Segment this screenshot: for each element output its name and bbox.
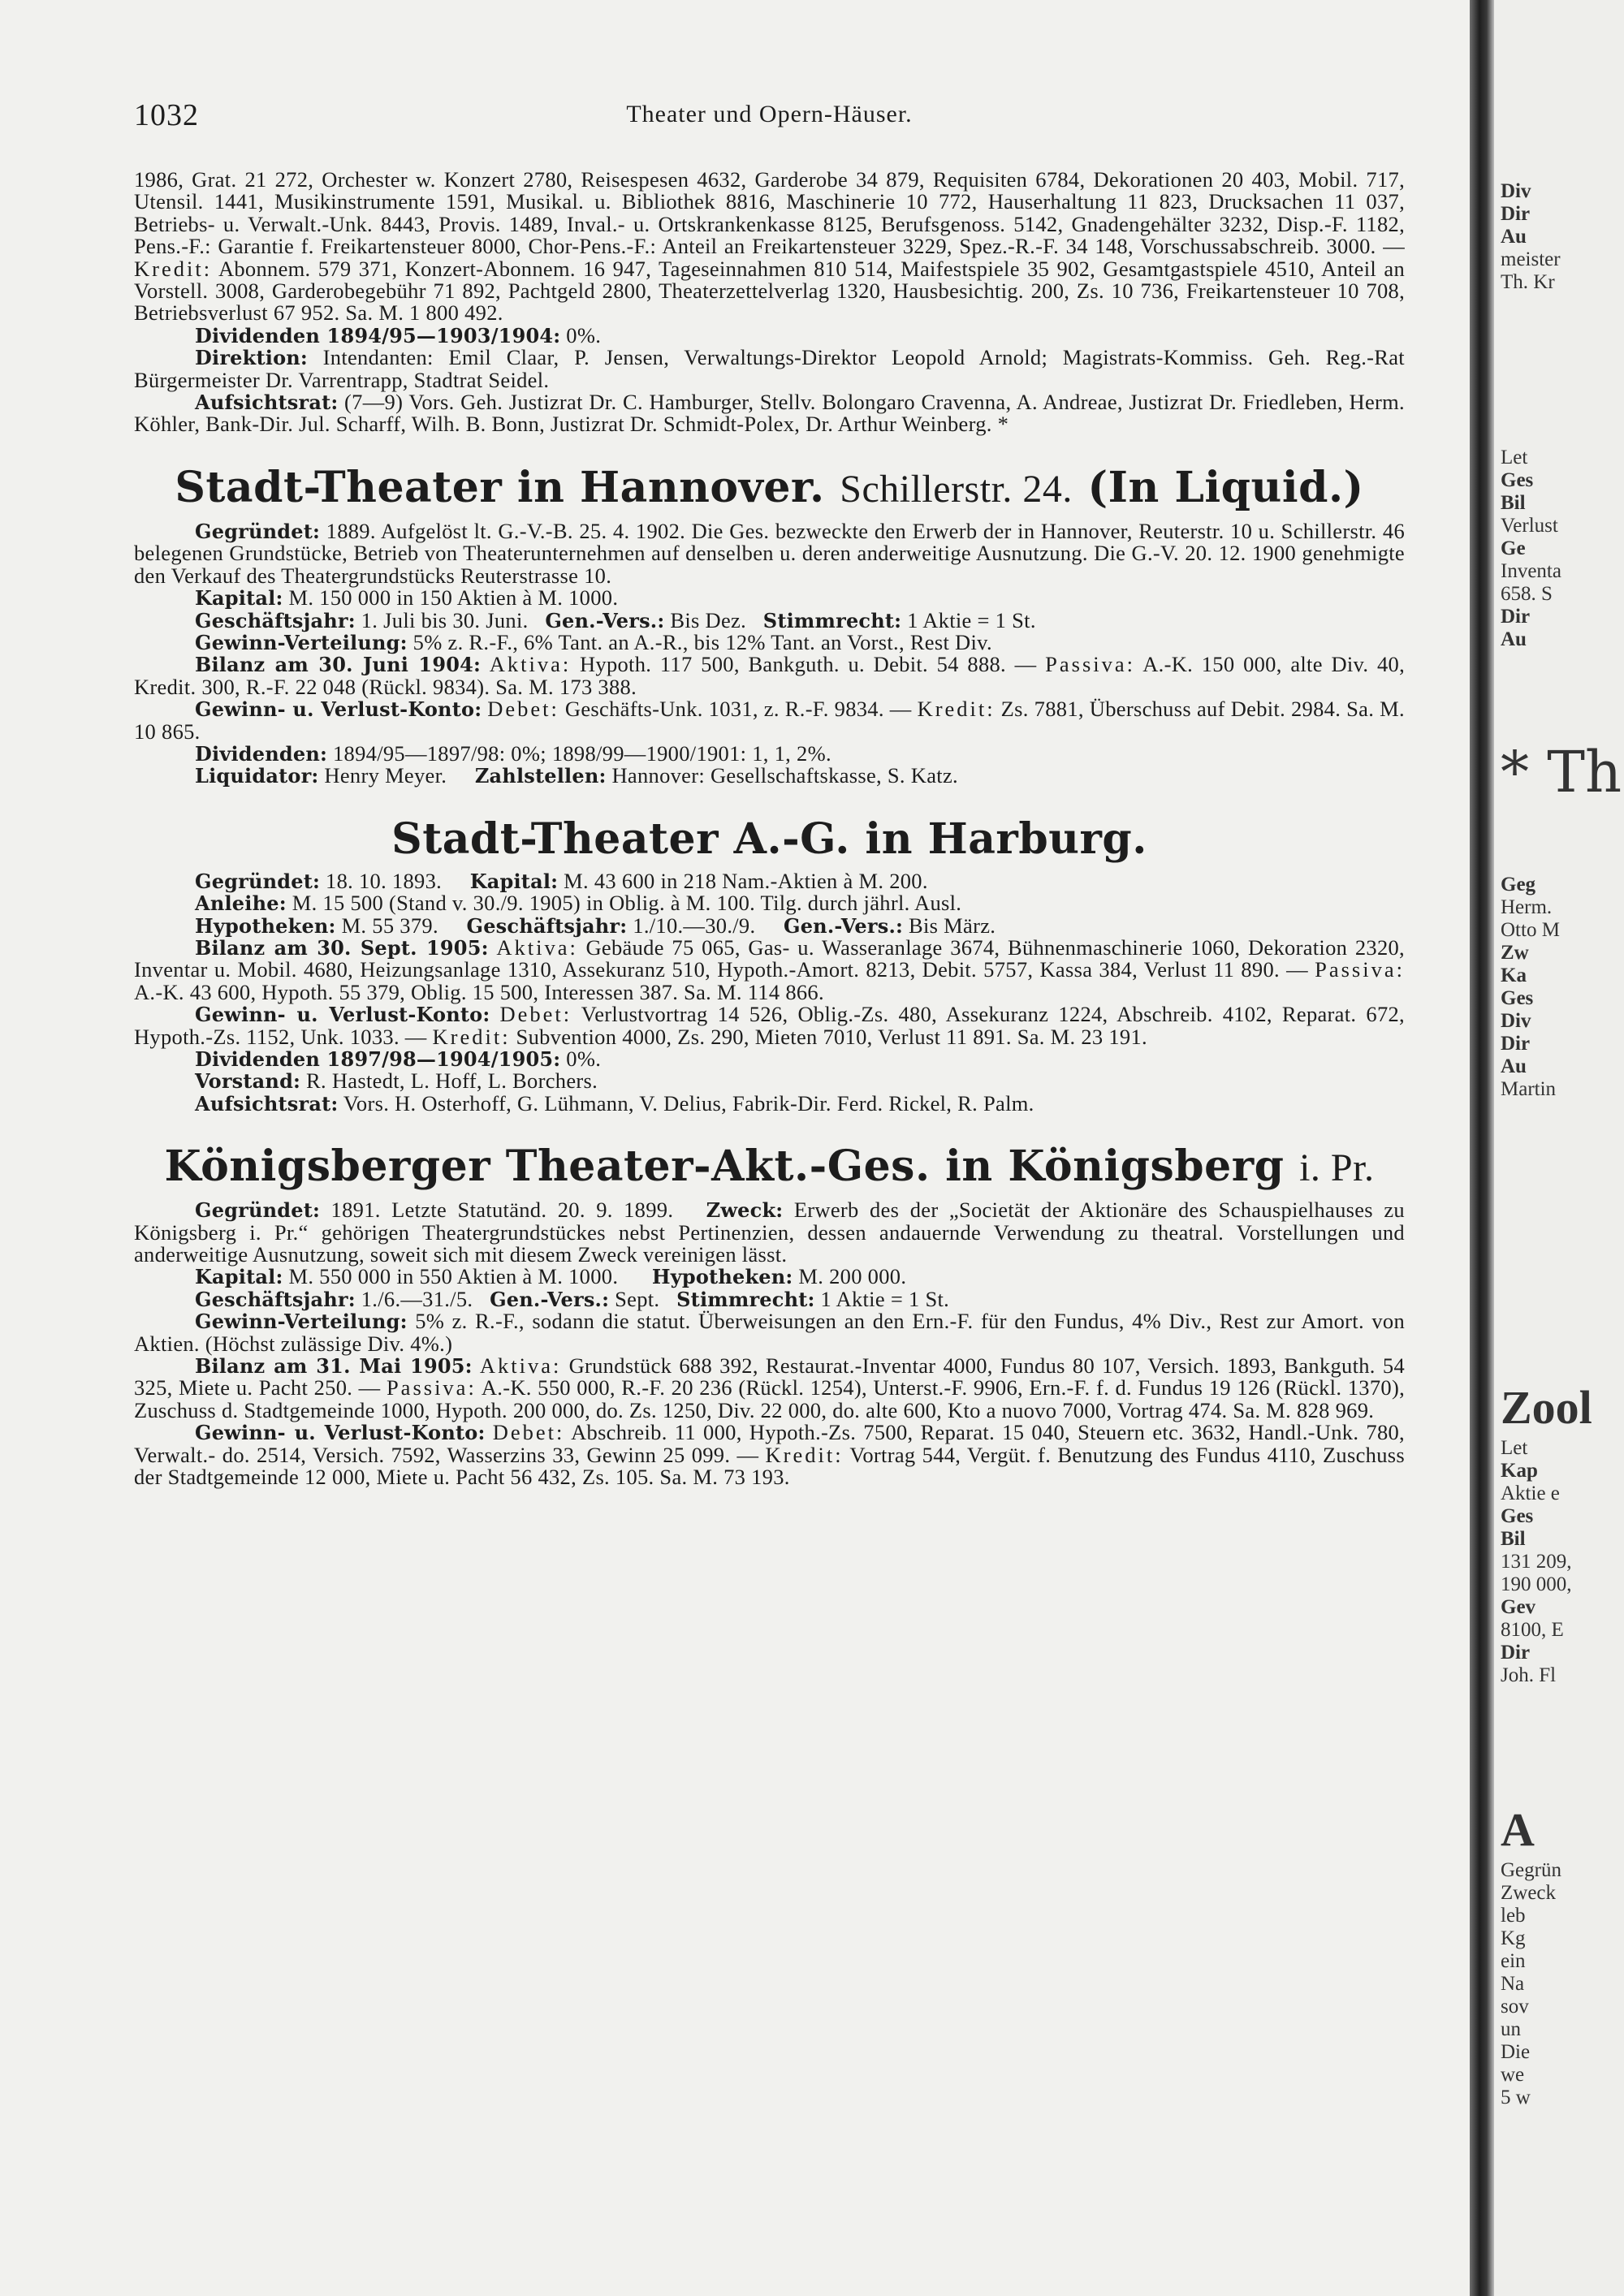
adjacent-page-fragment: Ge: [1501, 537, 1526, 559]
running-title: Theater und Opern-Häuser.: [626, 101, 913, 127]
adjacent-page-edge: [1494, 0, 1624, 2296]
adjacent-page-fragment: ein: [1501, 1950, 1526, 1972]
founded: Gegründet: 18. 10. 1893. Kapital: M. 43 600 in 218 Nam.-Aktien à M. 200.: [195, 868, 928, 893]
balance-sheet: Bilanz am 31. Mai 1905: Aktiva: Grundstück 688 392, Restaurat.-Inventar 4000, Fundus 80 107, Versich. 1893, Bankguth. 54 325, Miete u. Pacht 250. — Passiva: A.-K. 550 000, R.-F. 20 236 (Rückl. 1254), Unterst.-F. 9906, Ern.-F. f. d. Fundus 19 126 (Rückl. 1370), Zuschuss d. Stadtgemeinde 1000, Hypoth. 200 000, do. Zs. 1250, Div. 22 000, do. alte 600, Kto a nuovo 7000, Vortrag 474. Sa. M. 828 969.: [134, 1353, 1405, 1422]
adjacent-page-fragment: Joh. Fl: [1501, 1664, 1557, 1686]
adjacent-page-fragment: Aktie e: [1501, 1482, 1560, 1504]
profit-loss-account: Gewinn- u. Verlust-Konto: Debet: Abschreib. 11 000, Hypoth.-Zs. 7500, Reparat. 15 040, Steuern etc. 3632, Handl.-Unk. 780, Verwalt.- do. 2514, Versich. 7592, Wasserzins 33, Gewinn 25 099. — Kredit: Vortrag 544, Vergüt. f. Benutzung des Fundus 4110, Zuschuss der Stadtgemeinde 12 000, Miete u. Pacht 56 432, Zs. 105. Sa. M. 73 193.: [134, 1420, 1405, 1490]
adjacent-page-fragment: Gev: [1501, 1596, 1536, 1618]
adjacent-page-fragment: Au: [1501, 628, 1527, 650]
adjacent-page-fragment: Zw: [1501, 942, 1529, 964]
page-body: [134, 169, 1405, 1489]
adjacent-page-fragment: Dir: [1501, 203, 1531, 225]
adjacent-page-fragment: Die: [1501, 2041, 1531, 2063]
adjacent-page-fragment: Let: [1501, 1437, 1528, 1459]
adjacent-page-title-fragment: * Th: [1501, 739, 1622, 805]
adjacent-page-fragment: meister: [1501, 248, 1561, 270]
adjacent-page-fragment: leb: [1501, 1905, 1526, 1927]
liquidator: Liquidator: Henry Meyer. Zahlstellen: Hannover: Gesellschaftskasse, S. Katz.: [195, 763, 958, 788]
adjacent-page-fragment: Div: [1501, 1010, 1531, 1032]
adjacent-page-fragment: Let: [1501, 447, 1528, 468]
adjacent-page-fragment: Verlust: [1501, 515, 1558, 537]
book-gutter: [1470, 0, 1494, 2296]
page-header: [134, 97, 1405, 138]
prev-direction: Direktion: Intendanten: Emil Claar, P. Jensen, Verwaltungs-Direktor Leopold Arnold; Magistrats-Kommiss. Geh. Reg.-Rat Bürgermeister Dr. Varrentrapp, Stadtrat Seidel.: [134, 345, 1405, 392]
adjacent-page-fragment: Au: [1501, 1055, 1527, 1077]
adjacent-page-fragment: Kg: [1501, 1927, 1526, 1949]
entry-title: Stadt-Theater A.-G. in Harburg.: [391, 814, 1147, 864]
adjacent-page-fragment: Bil: [1501, 492, 1526, 514]
adjacent-page-title-fragment: A: [1501, 1803, 1535, 1856]
adjacent-page-fragment: un: [1501, 2018, 1521, 2040]
adjacent-page-fragment: 131 209,: [1501, 1551, 1572, 1573]
adjacent-page-fragment: Dir: [1501, 1033, 1531, 1055]
adjacent-page-title-fragment: Zool: [1501, 1381, 1592, 1434]
entry-title: Königsberger Theater-Akt.-Ges. in Königsberg i. Pr.: [164, 1142, 1375, 1192]
fiscal-year: Geschäftsjahr: 1. Juli bis 30. Juni. Gen.-Vers.: Bis Dez. Stimmrecht: 1 Aktie = 1 St.: [195, 607, 1036, 632]
adjacent-page-fragment: Div: [1501, 180, 1531, 202]
adjacent-page-fragment: Zweck: [1501, 1882, 1557, 1904]
adjacent-page-fragment: 190 000,: [1501, 1573, 1572, 1595]
adjacent-page-fragment: Inventa: [1501, 560, 1561, 582]
entry-harburg: [134, 814, 1405, 1115]
adjacent-page-fragment: Ges: [1501, 1505, 1534, 1527]
profit-loss-account: Gewinn- u. Verlust-Konto: Debet: Geschäfts-Unk. 1031, z. R.-F. 9834. — Kredit: Zs. 7881, Überschuss auf Debit. 2984. Sa. M. 10 865.: [134, 697, 1405, 744]
adjacent-page-fragment: we: [1501, 2064, 1525, 2086]
adjacent-page-fragment: 658. S: [1501, 583, 1553, 605]
founded: Gegründet: 1891. Letzte Statutänd. 20. 9. 1899. Zweck: Erwerb des der „Societät der Aktionäre des Schauspielhauses zu Königsberg i. Pr.“ gehörigen Theatergrundstückes nebst Pertinenzien, dessen andauernde Verwendung zu theatral. Vorstellungen und anderweitige Ausnutzung, soweit sich mit diesem Zweck vereinigen lässt.: [134, 1198, 1405, 1267]
dividends: Dividenden 1897/98—1904/1905: 0%.: [195, 1047, 602, 1071]
entry-koenigsberg: [134, 1141, 1405, 1488]
entry-title: Stadt-Theater in Hannover. Schillerstr. 24. (In Liquid.): [175, 462, 1364, 512]
bond-loan: Anleihe: M. 15 500 (Stand v. 30./9. 1905) in Oblig. à M. 100. Tilg. durch jährl. Ausl.: [195, 891, 962, 916]
adjacent-page-fragment: 8100, E: [1501, 1619, 1564, 1641]
mortgages: Hypotheken: M. 55 379. Geschäftsjahr: 1./10.—30./9. Gen.-Vers.: Bis März.: [195, 913, 996, 938]
adjacent-page-fragment: Ges: [1501, 469, 1534, 491]
board: Vorstand: R. Hastedt, L. Hoff, L. Borchers.: [195, 1068, 598, 1094]
adjacent-page-fragment: Th. Kr: [1501, 271, 1555, 293]
adjacent-page-fragment: sov: [1501, 1996, 1529, 2018]
adjacent-page-fragment: Otto M: [1501, 919, 1560, 941]
capital: Kapital: M. 150 000 in 150 Aktien à M. 1000.: [195, 585, 619, 611]
fiscal-year: Geschäftsjahr: 1./6.—31./5. Gen.-Vers.: Sept. Stimmrecht: 1 Aktie = 1 St.: [195, 1286, 950, 1311]
adjacent-page-fragment: Herm.: [1501, 896, 1553, 918]
adjacent-page-fragment: Na: [1501, 1973, 1525, 1995]
adjacent-page-fragment: Gegrün: [1501, 1859, 1561, 1881]
capital: Kapital: M. 550 000 in 550 Aktien à M. 1000. Hypotheken: M. 200 000.: [195, 1264, 907, 1289]
founded: Gegründet: 1889. Aufgelöst lt. G.-V.-B. 25. 4. 1902. Die Ges. bezweckte den Erwerb der in Hannover, Reuterstr. 10 u. Schillerstr. 46 belegenen Grundstücke, Betrieb von Theaterunternehmen auf denselben u. deren anderweitige Ausnutzung. Die G.-V. 20. 12. 1900 genehmigte den Verkauf des Theatergrundstücks Reuterstrasse 10.: [134, 518, 1405, 588]
adjacent-page-fragment: Kap: [1501, 1460, 1538, 1482]
adjacent-page-fragment: Bil: [1501, 1528, 1526, 1550]
adjacent-page-fragment: 5 w: [1501, 2087, 1531, 2108]
balance-sheet: Bilanz am 30. Juni 1904: Aktiva: Hypoth. 117 500, Bankguth. u. Debit. 54 888. — Passiva: A.-K. 150 000, alte Div. 40, Kredit. 300, R.-F. 22 048 (Rückl. 9834). Sa. M. 173 388.: [134, 652, 1406, 699]
adjacent-page-fragment: Ka: [1501, 965, 1527, 986]
kredit-label: Kredit:: [134, 256, 213, 281]
prev-entry-accounts: 1986, Grat. 21 272, Orchester w. Konzert 2780, Reisespesen 4632, Garderobe 34 879, Requisiten 6784, Dekorationen 20 403, Mobil. 717, Utensil. 1441, Musikinstrumente 1591, Musikal. u. Bibliothek 8816, Maschinerie 10 772, Hauserhaltung 11 823, Drucksachen 11 037, Betriebs- u. Verwalt.-Unk. 8443, Provis. 1489, Inval.- u. Ortskrankenkasse 8125, Berufsgenoss. 5142, Gnadengehälter 3232, Disp.-F. 1182, Pens.-F.: Garantie f. Freikartensteuer 8000, Chor-Pens.-F.: Anteil an Freikartensteuer 3229, Spez.-R.-F. 34 148, Vorschussabschreib. 3000. — Kredit: Abonnem. 579 371, Konzert-Abonnem. 16 947, Tageseinnahmen 810 514, Maifestspiele 35 902, Gesamtgastspiele 4510, Anteil an Vorstell. 3008, Garderobegebühr 71 892, Pachtgeld 2800, Theaterzettelverlag 1320, Hausbesichtig. 200, Zs. 10 736, Freikartensteuer 10 708, Betriebsverlust 67 952. Sa. M. 1 800 492.: [134, 167, 1405, 326]
prev-supervisory-board: Aufsichtsrat: (7—9) Vors. Geh. Justizrat Dr. C. Hamburger, Stellv. Bolongaro Cravenna, A. Andreae, Justizrat Dr. Friedleben, Herm. Köhler, Bank-Dir. Jul. Scharff, Wilh. B. Bonn, Justizrat Dr. Schmidt-Polex, Dr. Arthur Weinberg. *: [134, 390, 1405, 437]
adjacent-page-fragment: Geg: [1501, 874, 1536, 896]
adjacent-page-fragment: Au: [1501, 226, 1527, 248]
adjacent-page-fragment: Dir: [1501, 606, 1531, 628]
balance-sheet: Bilanz am 30. Sept. 1905: Aktiva: Gebäude 75 065, Gas- u. Wasseranlage 3674, Bühnenmaschinerie 1060, Dekoration 2320, Inventar u. Mobil. 4680, Heizungsanlage 1310, Assekuranz 510, Hypoth.-Amort. 8213, Debit. 5757, Kassa 384, Verlust 11 890. — Passiva: A.-K. 43 600, Hypoth. 55 379, Oblig. 15 500, Interessen 387. Sa. M. 114 866.: [134, 934, 1405, 1004]
profit-distribution: Gewinn-Verteilung: 5% z. R.-F., sodann die statut. Überweisungen an den Ern.-F. für den Fundus, 4% Div., Rest zur Amort. von Aktien. (Höchst zulässige Div. 4%.): [134, 1309, 1405, 1356]
prev-entry-continuation: [134, 169, 1405, 436]
adjacent-page-fragment: Dir: [1501, 1642, 1531, 1664]
profit-distribution: Gewinn-Verteilung: 5% z. R.-F., 6% Tant. an A.-R., bis 12% Tant. an Vorst., Rest Div.: [195, 629, 992, 654]
dividends: Dividenden: 1894/95—1897/98: 0%; 1898/99—1900/1901: 1, 1, 2%.: [195, 740, 831, 766]
prev-dividends: Dividenden 1894/95—1903/1904: 0%.: [195, 322, 602, 347]
profit-loss-account: Gewinn- u. Verlust-Konto: Debet: Verlustvortrag 14 526, Oblig.-Zs. 480, Assekuranz 1224, Abschreib. 4102, Reparat. 672, Hypoth.-Zs. 1152, Unk. 1033. — Kredit: Subvention 4000, Zs. 290, Mieten 7010, Verlust 11 891. Sa. M. 23 191.: [134, 1002, 1405, 1049]
entry-hannover: [134, 462, 1405, 788]
page-number: 1032: [134, 98, 199, 132]
supervisory-board: Aufsichtsrat: Vors. H. Osterhoff, G. Lühmann, V. Delius, Fabrik-Dir. Ferd. Rickel, R. Palm.: [195, 1090, 1034, 1116]
adjacent-page-fragment: Ges: [1501, 987, 1534, 1009]
adjacent-page-fragment: Martin: [1501, 1078, 1557, 1100]
